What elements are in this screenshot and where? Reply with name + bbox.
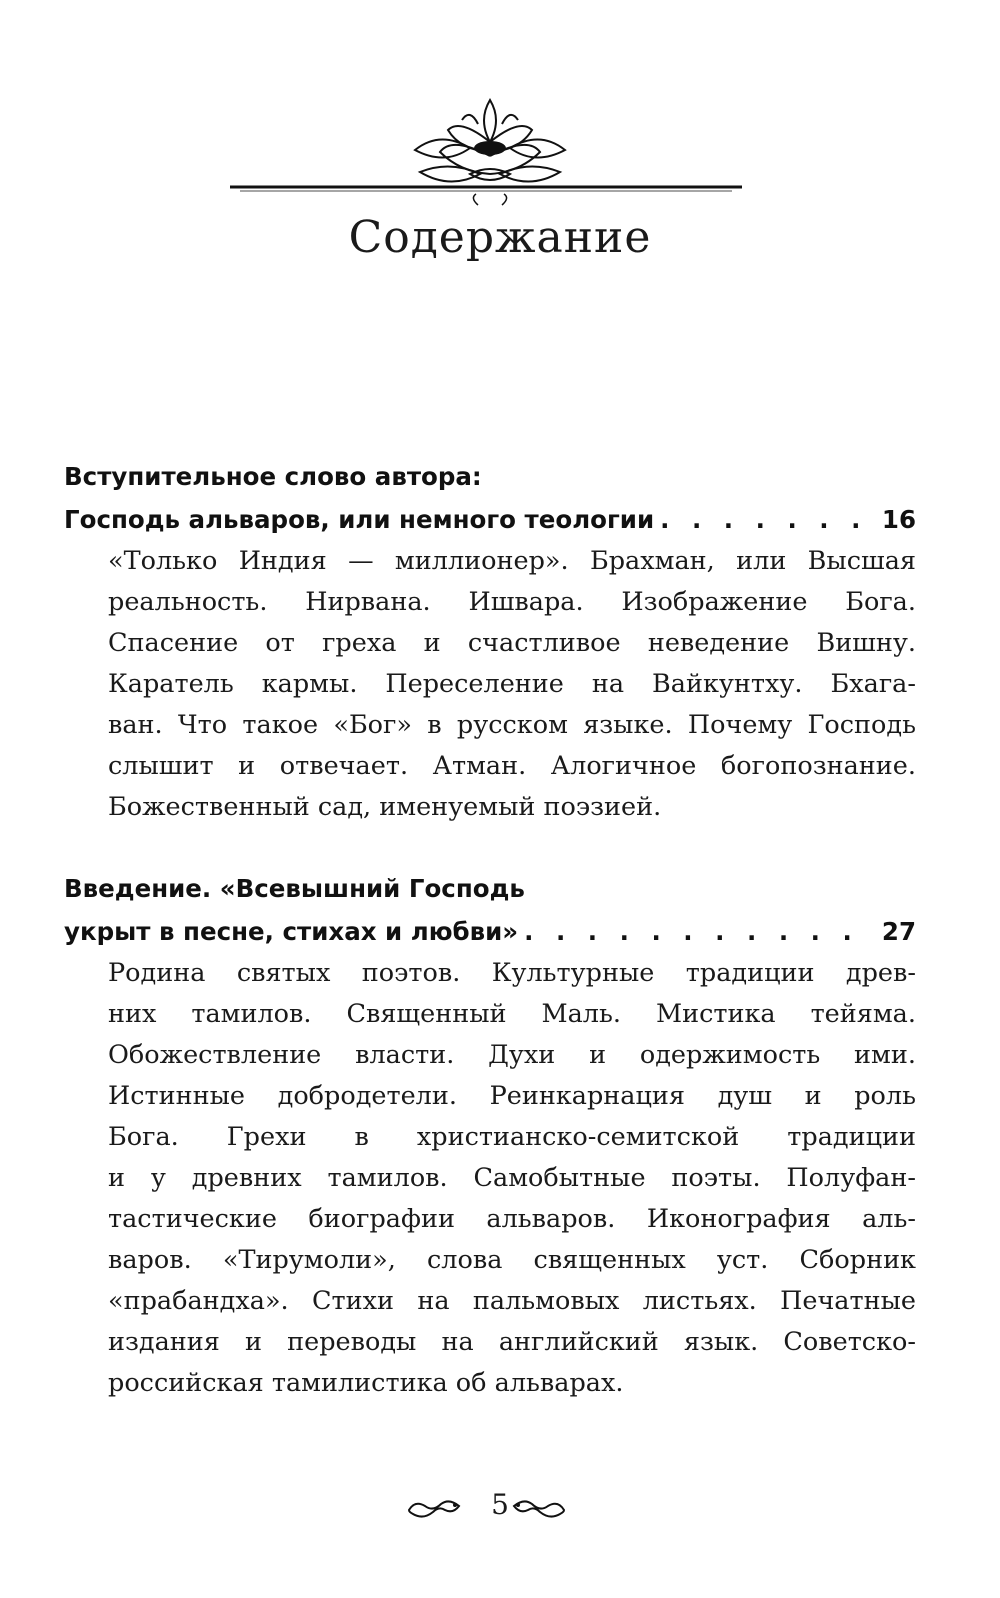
toc-entry-heading-line2: укрыт в песне, стихах и любви» [64, 917, 519, 946]
toc-entry-description [108, 541, 916, 828]
toc-page-number: 27 [881, 917, 916, 946]
toc-entry-heading-row [64, 498, 916, 541]
description-line: «Только Индия — миллионер». Брахман, или Высшая [108, 546, 916, 576]
description-line: Божественный сад, именуемый поэзией. [108, 792, 662, 822]
swirl-right-icon [508, 1496, 568, 1520]
description-line: варов. «Тирумоли», слова священных уст. Сборник [108, 1245, 916, 1275]
toc-page-number: 16 [881, 505, 916, 534]
description-line: Истинные добродетели. Реинкарнация душ и роль [108, 1081, 916, 1111]
description-line: слышит и отвечает. Атман. Алогичное богопознание. [108, 751, 916, 781]
description-line: реальность. Нирвана. Ишвара. Изображение Бога. [108, 587, 916, 617]
toc-entry-heading: Вступительное слово автора: [64, 462, 482, 491]
description-line: ван. Что такое «Бог» в русском языке. Почему Господь [108, 710, 916, 740]
page-footer [0, 1486, 1000, 1530]
description-line: Родина святых поэтов. Культурные традиции древ- [108, 958, 916, 988]
description-line: тастические биографии альваров. Иконография аль- [108, 1204, 916, 1234]
toc-entry [64, 867, 916, 1404]
toc-entry-heading-line2: Господь альваров, или немного теологии [64, 505, 655, 534]
description-line: Обожествление власти. Духи и одержимость ими. [108, 1040, 916, 1070]
description-line: издания и переводы на английский язык. Советско- [108, 1327, 916, 1357]
toc-entry-description [108, 953, 916, 1404]
toc-entry [64, 455, 916, 828]
description-line: и у древних тамилов. Самобытные поэты. Полуфан- [108, 1163, 916, 1193]
toc-entry-heading-row [64, 910, 916, 953]
description-line: Спасение от греха и счастливое неведение Вишну. [108, 628, 916, 658]
dot-leader [660, 498, 876, 541]
page-number: 5 [491, 1488, 509, 1521]
description-line: Каратель кармы. Переселение на Вайкунтху. Бхага- [108, 669, 916, 699]
page-title: Содержание [348, 212, 652, 263]
description-line: «прабандха». Стихи на пальмовых листьях. Печатные [108, 1286, 916, 1316]
toc-entry-heading: Введение. «Всевышний Господь [64, 874, 525, 903]
description-line: них тамилов. Священный Маль. Мистика тейяма. [108, 999, 916, 1029]
description-line: Бога. Грехи в христианско-семитской традиции [108, 1122, 916, 1152]
lotus-ornament-icon [0, 90, 1000, 220]
description-line: российская тамилистика об альварах. [108, 1368, 624, 1398]
dot-leader [524, 910, 876, 953]
